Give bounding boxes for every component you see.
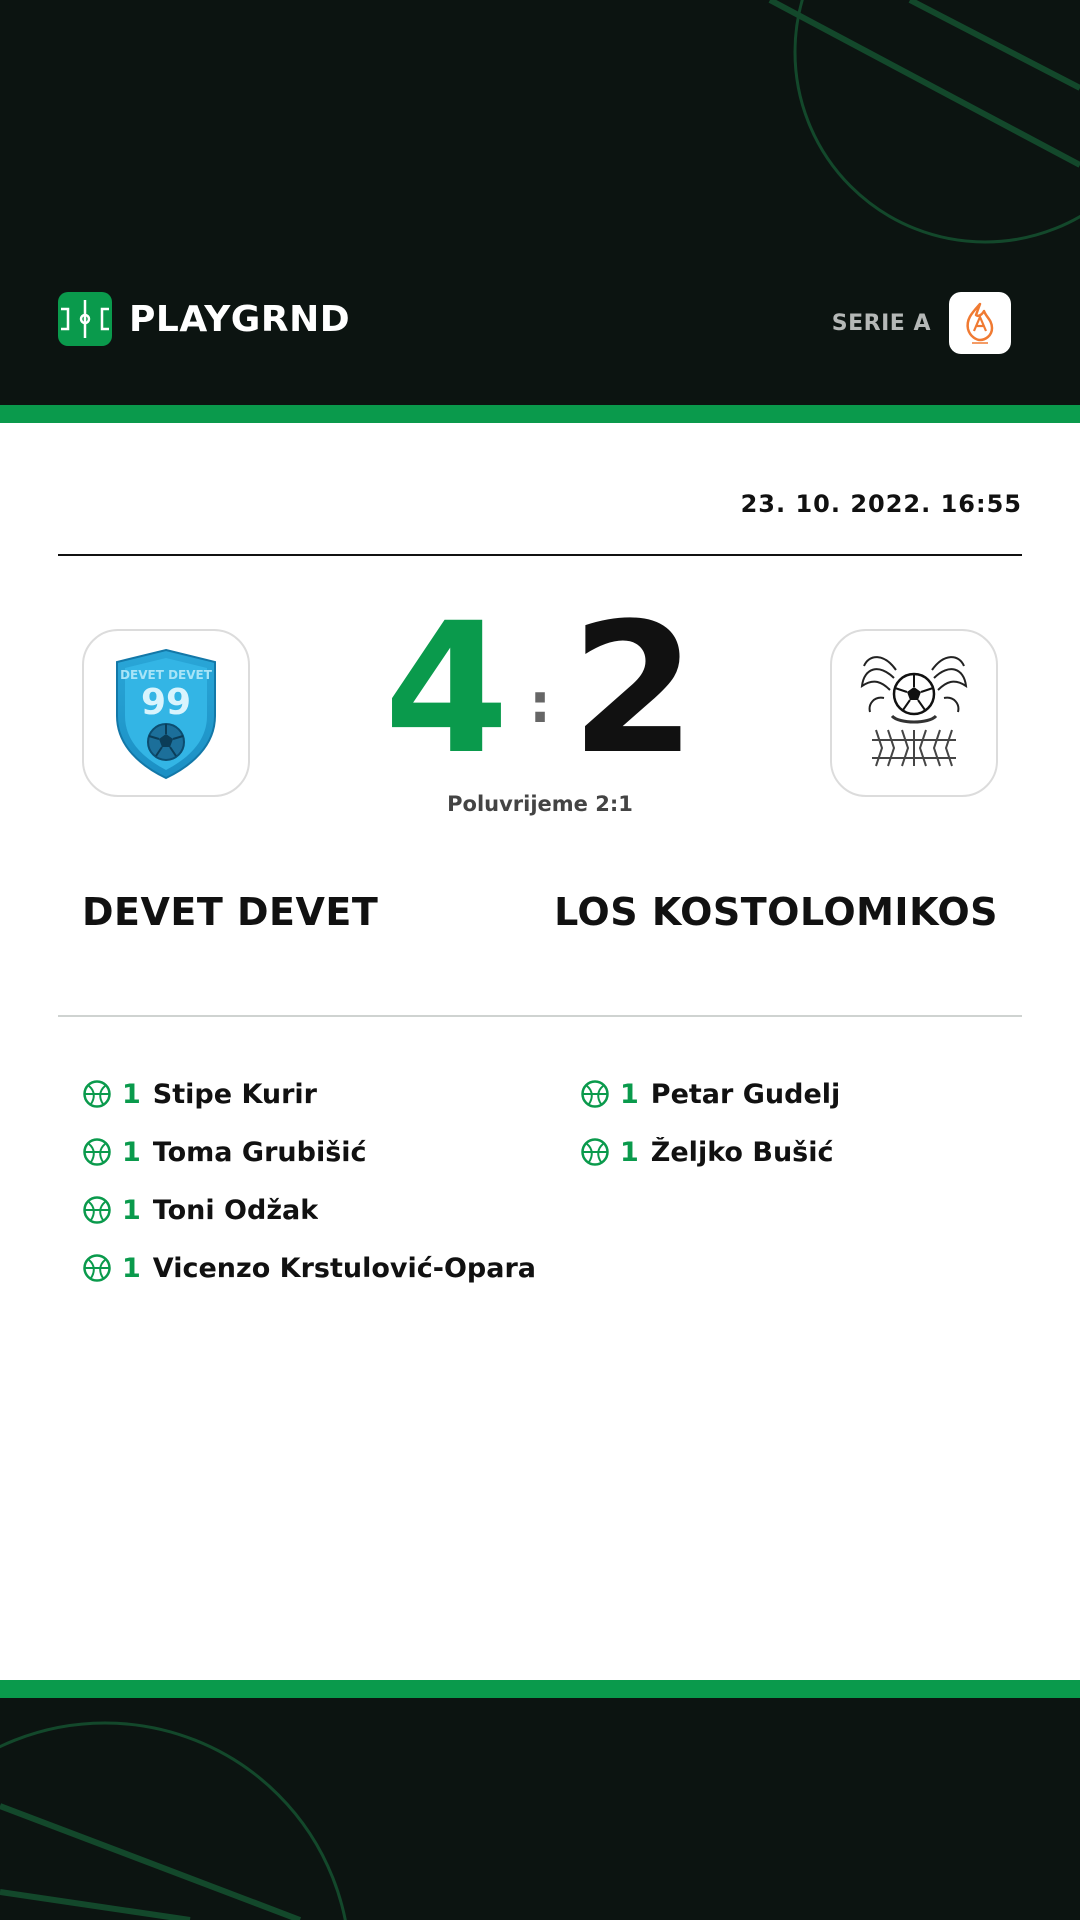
- header-band: [0, 0, 1080, 405]
- away-team-name: LOS KOSTOLOMIKOS: [554, 890, 998, 934]
- goal-count: 1: [122, 1194, 141, 1226]
- scorer-row: [82, 1123, 552, 1181]
- away-scorers-list: [580, 1065, 1020, 1181]
- divider: [58, 1015, 1022, 1017]
- scorer-name: Stipe Kurir: [152, 1078, 317, 1110]
- league[interactable]: [832, 292, 1011, 354]
- pitch-decoration: [0, 1698, 1080, 1920]
- brand[interactable]: [58, 292, 350, 346]
- scorer-name: Petar Gudelj: [650, 1078, 841, 1110]
- scorer-row: [580, 1065, 1020, 1123]
- home-team-name: DEVET DEVET: [82, 890, 379, 934]
- home-scorers-list: [82, 1065, 552, 1297]
- halftime-score: Poluvrijeme 2:1: [447, 792, 633, 816]
- soccer-ball-icon: [580, 1079, 610, 1109]
- scorer-row: [82, 1065, 552, 1123]
- soccer-ball-icon: [82, 1079, 112, 1109]
- soccer-ball-icon: [580, 1137, 610, 1167]
- soccer-ball-icon: [82, 1137, 112, 1167]
- accent-bar-top: [0, 405, 1080, 423]
- score-separator: :: [529, 672, 551, 735]
- scorer-row: [82, 1181, 552, 1239]
- away-crest-image: [854, 648, 974, 778]
- away-score: 2: [570, 585, 697, 794]
- goal-count: 1: [122, 1252, 141, 1284]
- league-logo-icon: [949, 292, 1011, 354]
- away-team-crest[interactable]: [830, 629, 998, 797]
- footer-band: [0, 1698, 1080, 1920]
- goal-count: 1: [122, 1136, 141, 1168]
- goal-count: 1: [620, 1078, 639, 1110]
- scorer-name: Vicenzo Krstulović-Opara: [152, 1252, 537, 1284]
- soccer-ball-icon: [82, 1253, 112, 1283]
- scorer-row: [580, 1123, 1020, 1181]
- goal-count: 1: [122, 1078, 141, 1110]
- svg-text:99: 99: [140, 682, 192, 723]
- league-name: SERIE A: [831, 310, 931, 336]
- pitch-logo-icon: [58, 292, 112, 346]
- match-datetime: 23. 10. 2022. 16:55: [740, 490, 1022, 518]
- brand-name: PLAYGRND: [129, 298, 351, 340]
- scorer-name: Toni Odžak: [152, 1194, 319, 1226]
- accent-bar-bottom: [0, 1680, 1080, 1698]
- goal-count: 1: [620, 1136, 639, 1168]
- scorer-row: [82, 1239, 552, 1297]
- scorer-name: Toma Grubišić: [152, 1136, 367, 1168]
- home-score: 4: [383, 585, 510, 794]
- svg-text:DEVET DEVET: DEVET DEVET: [120, 668, 212, 682]
- scorer-name: Željko Bušić: [650, 1136, 834, 1168]
- soccer-ball-icon: [82, 1195, 112, 1225]
- divider: [58, 554, 1022, 556]
